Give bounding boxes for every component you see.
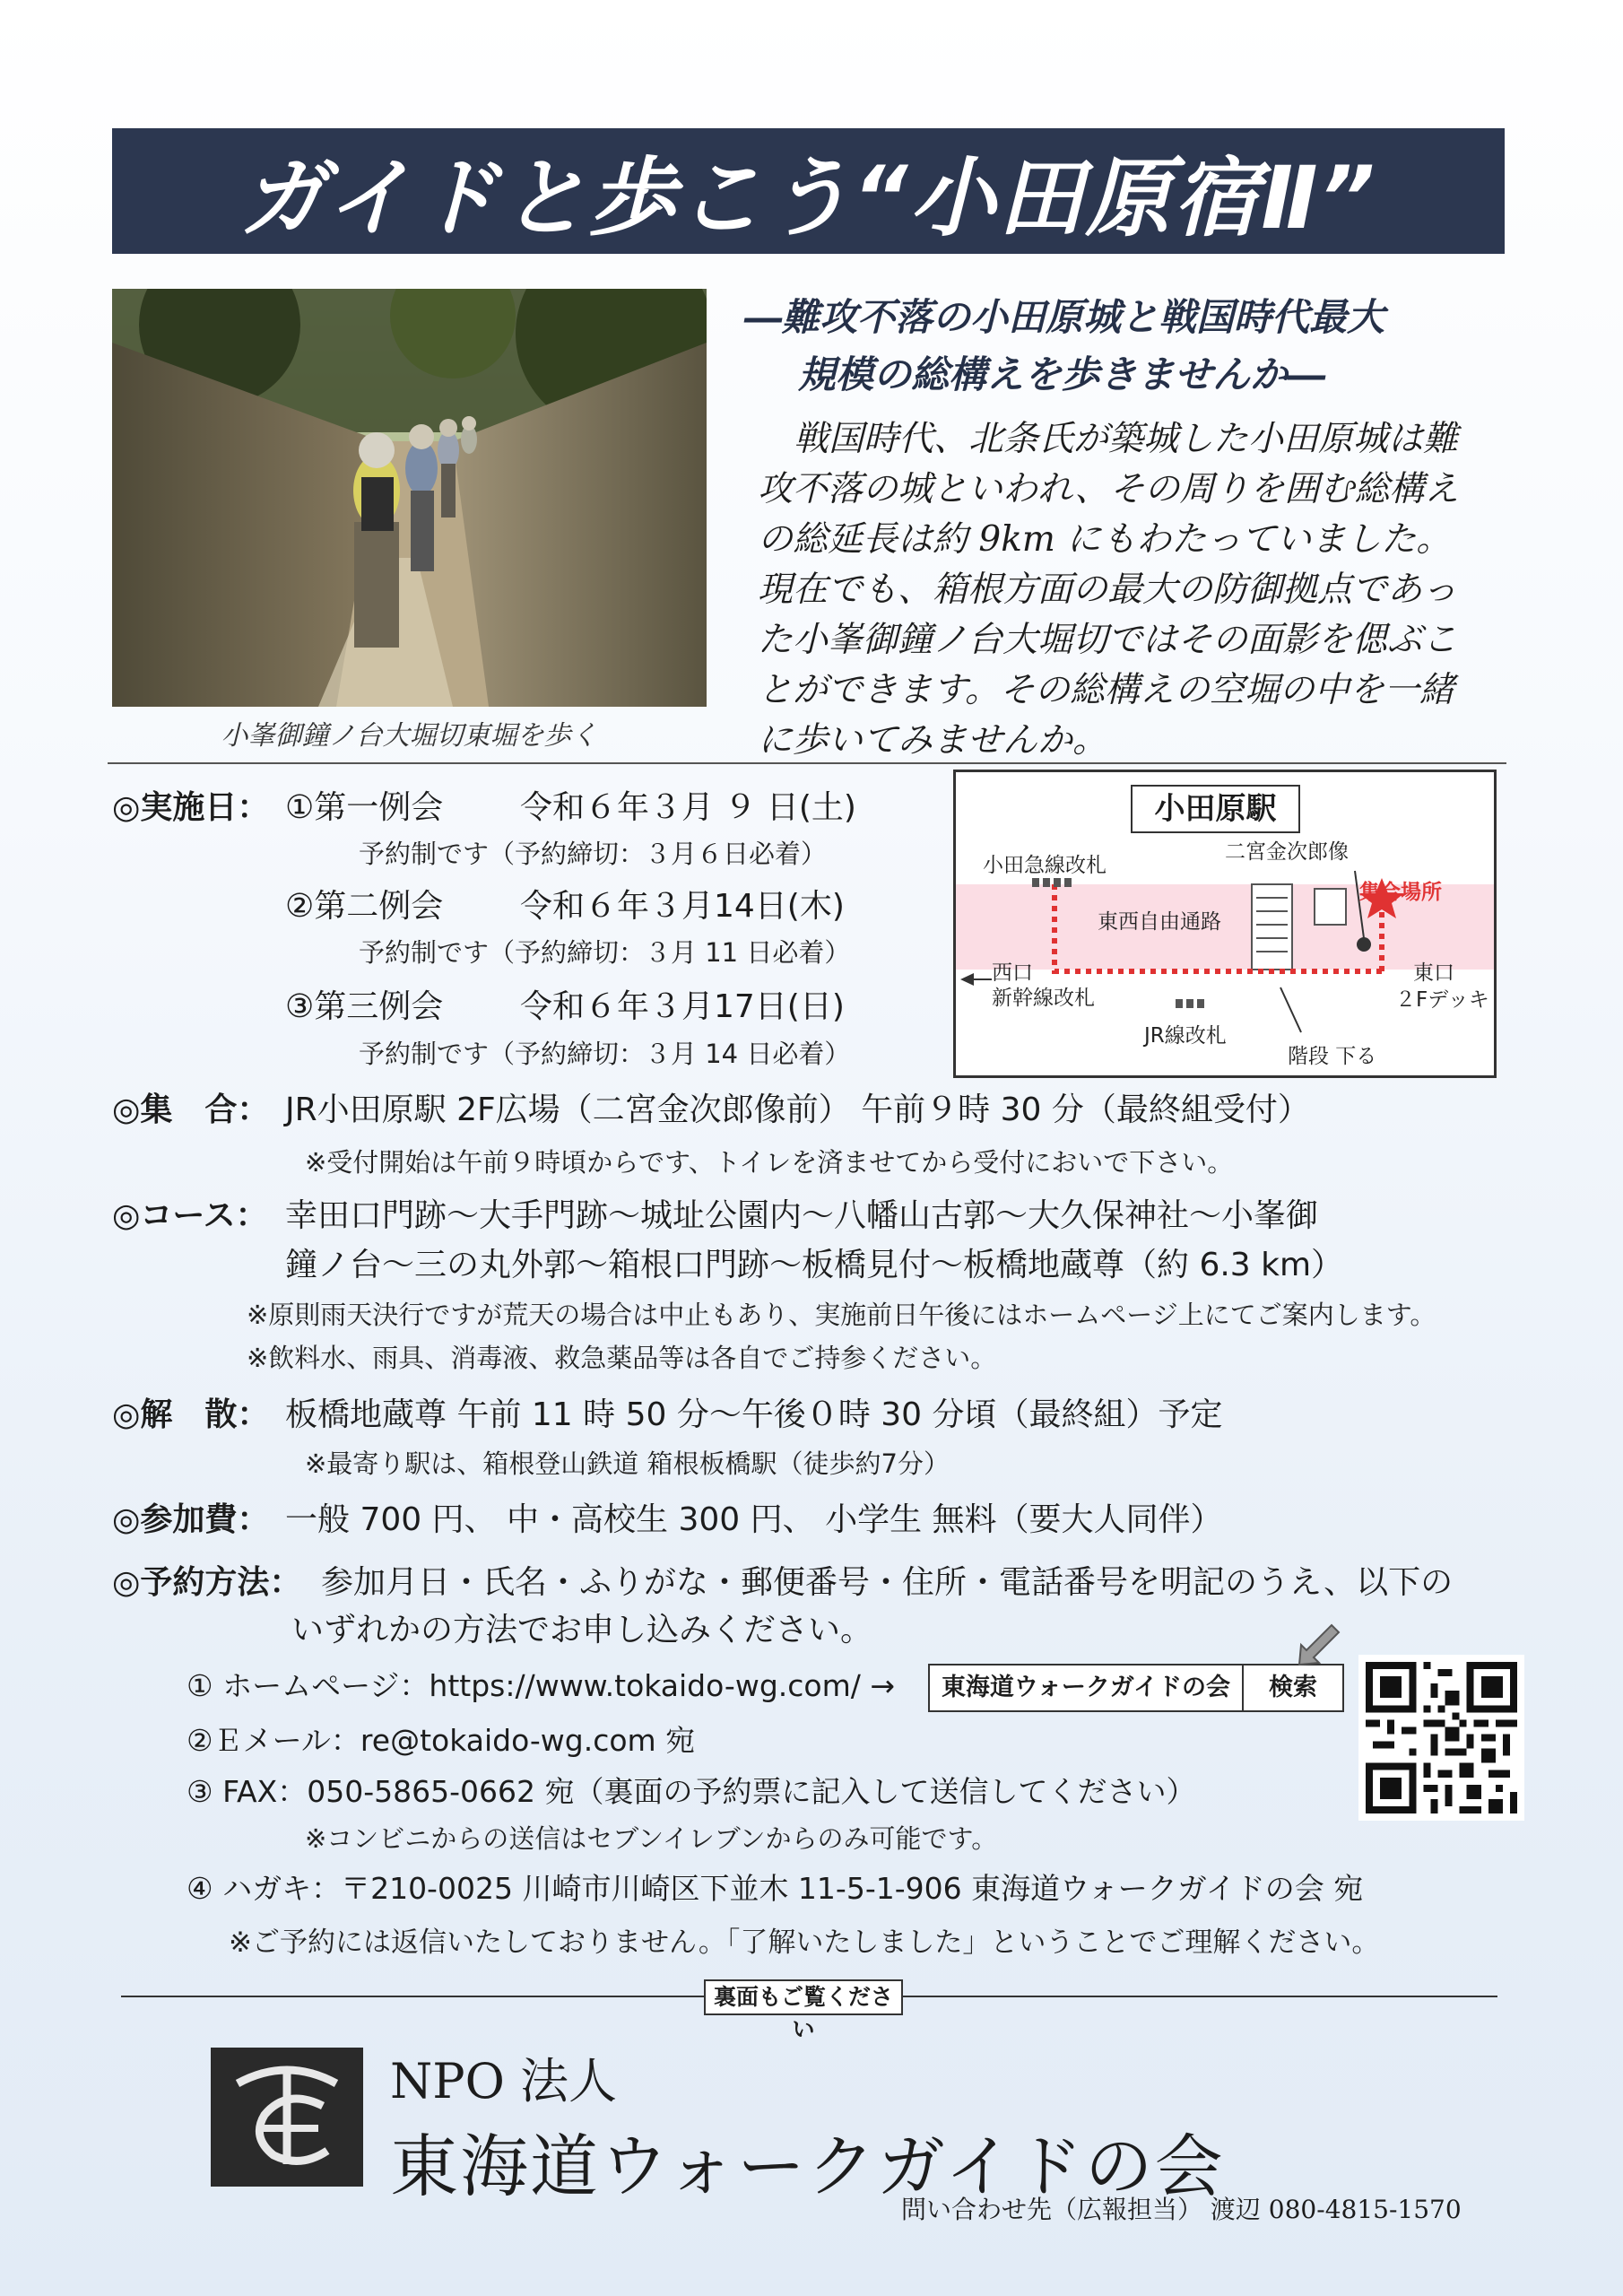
title-banner bbox=[112, 128, 1505, 254]
map-passage: 東西自由通路 bbox=[1098, 910, 1221, 934]
homepage-method: ① ホームページ：https://www.tokaido-wg.com/ → bbox=[187, 1668, 896, 1703]
session-1-date: 令和６年３月 ９ 日(土) bbox=[520, 789, 856, 826]
page-title: ガイドと歩こう“小田原宿Ⅱ” bbox=[239, 147, 1377, 248]
intro-line: 戦国時代、北条氏が築城した小田原城は難 bbox=[794, 419, 1459, 459]
cursor-arrow-icon bbox=[1296, 1623, 1341, 1668]
divider bbox=[108, 762, 1506, 764]
session-1-name: ①第一例会 bbox=[285, 789, 444, 826]
fee-label: ◎参加費： bbox=[112, 1501, 270, 1538]
session-3-name: ③第三例会 bbox=[285, 988, 444, 1025]
logo-mark-icon bbox=[211, 2048, 363, 2187]
email-method: ②Ｅメール：re@tokaido-wg.com 宛 bbox=[187, 1723, 696, 1758]
map-jr-gate: JR線改札 bbox=[1144, 1024, 1227, 1048]
schedule-label: ◎実施日： bbox=[112, 789, 270, 826]
session-2-name: ②第二例会 bbox=[285, 888, 444, 925]
organization-name: 東海道ウォークガイドの会 bbox=[390, 2126, 1225, 2206]
course-line: 幸田口門跡～大手門跡～城址公園内～八幡山古郭～大久保神社～小峯御 bbox=[285, 1197, 1319, 1234]
meeting-text: JR小田原駅 2F広場（二宮金次郎像前） 午前９時 30 分（最終組受付） bbox=[285, 1091, 1310, 1128]
course-line: 鐘ノ台～三の丸外郭～箱根口門跡～板橋見付～板橋地蔵尊（約 6.3 km） bbox=[285, 1247, 1344, 1283]
meeting-label: ◎集 合： bbox=[112, 1091, 270, 1128]
search-button[interactable]: 検索 bbox=[1269, 1674, 1317, 1701]
session-3-note: 予約制です（予約締切：３月 14 日必着） bbox=[359, 1039, 851, 1069]
session-2-note: 予約制です（予約締切：３月 11 日必着） bbox=[359, 937, 851, 968]
intro-text bbox=[758, 414, 1506, 766]
search-box[interactable] bbox=[928, 1664, 1344, 1712]
search-query[interactable]: 東海道ウォークガイドの会 bbox=[930, 1665, 1244, 1710]
contact-info: 問い合わせ先（広報担当） 渡辺 080-4815-1570 bbox=[901, 2195, 1462, 2224]
fax-note: ※コンビニからの送信はセブンイレブンからのみ可能です。 bbox=[305, 1823, 998, 1854]
reservation-label: ◎予約方法： bbox=[112, 1564, 302, 1601]
subtitle bbox=[744, 289, 1515, 404]
station-map bbox=[953, 770, 1497, 1078]
back-side-note: 裏面もご覧ください bbox=[704, 1979, 903, 2015]
session-3-date: 令和６年３月17日(日) bbox=[520, 988, 845, 1025]
qr-code-icon bbox=[1366, 1662, 1517, 1813]
reservation-line: いずれかの方法でお申し込みください。 bbox=[291, 1612, 873, 1648]
subtitle-line: ―難攻不落の小田原城と戦国時代最大 bbox=[744, 295, 1385, 339]
course-note: ※飲料水、雨具、消毒液、救急薬品等は各自でご持参ください。 bbox=[247, 1343, 997, 1373]
map-statue: 二宮金次郎像 bbox=[1225, 840, 1349, 864]
map-west-exit: 西口 bbox=[992, 961, 1033, 985]
course-label: ◎コース： bbox=[112, 1197, 268, 1234]
fee-text: 一般 700 円、 中・高校生 300 円、 小学生 無料（要大人同伴） bbox=[285, 1501, 1223, 1538]
trail-photo-illustration bbox=[112, 289, 707, 707]
dismissal-label: ◎解 散： bbox=[112, 1396, 270, 1433]
postcard-method: ④ ハガキ：〒210-0025 川崎市川崎区下並木 11-5-1-906 東海道ウォークガイドの会 宛 bbox=[187, 1871, 1364, 1906]
map-east-exit: 東口 bbox=[1413, 961, 1454, 985]
intro-line: に歩いてみませんか。 bbox=[758, 720, 1108, 761]
intro-line: とができます。その総構えの空堀の中を一緒 bbox=[758, 670, 1454, 710]
intro-line: 攻不落の城といわれ、その周りを囲む総構え bbox=[758, 469, 1460, 509]
map-odakyu-gate: 小田急線改札 bbox=[983, 854, 1107, 877]
map-deck: ２Fデッキ bbox=[1395, 988, 1489, 1012]
subtitle-line: 規模の総構えを歩きませんか― bbox=[798, 352, 1326, 396]
dismissal-note: ※最寄り駅は、箱根登山鉄道 箱根板橋駅（徒歩約7分） bbox=[305, 1448, 950, 1479]
map-meeting-point: 集合場所 bbox=[1359, 881, 1442, 904]
statue-marker bbox=[1357, 937, 1371, 952]
organization-logo bbox=[211, 2048, 363, 2187]
organization-type: NPO 法人 bbox=[390, 2053, 618, 2109]
trail-photo bbox=[112, 289, 707, 707]
intro-line: 現在でも、箱根方面の最大の防御拠点であっ bbox=[758, 570, 1457, 610]
session-2-date: 令和６年３月14日(木) bbox=[520, 888, 845, 925]
map-shinkansen-gate: 新幹線改札 bbox=[992, 987, 1095, 1010]
map-title: 小田原駅 bbox=[1131, 785, 1300, 833]
dismissal-text: 板橋地蔵尊 午前 11 時 50 分～午後０時 30 分頃（最終組）予定 bbox=[285, 1396, 1223, 1433]
intro-line: の総延長は約 9km にもわたっていました。 bbox=[758, 519, 1452, 560]
map-stairs: 階段 下る bbox=[1288, 1045, 1377, 1068]
reply-note: ※ご予約には返信いたしておりません。「了解いたしました」ということでご理解ください。 bbox=[229, 1926, 1380, 1959]
session-1-note: 予約制です（予約締切：３月６日必着） bbox=[359, 839, 828, 869]
reservation-line: 参加月日・氏名・ふりがな・郵便番号・住所・電話番号を明記のうえ、以下の bbox=[321, 1564, 1454, 1601]
course-note: ※原則雨天決行ですが荒天の場合は中止もあり、実施前日午後にはホームページ上にてご案内します。 bbox=[247, 1300, 1436, 1330]
meeting-note: ※受付開始は午前９時頃からです、トイレを済ませてから受付においで下さい。 bbox=[305, 1147, 1234, 1178]
intro-line: た小峯御鐘ノ台大堀切ではその面影を偲ぶこ bbox=[758, 620, 1458, 660]
fax-method: ③ FAX：050-5865-0662 宛（裏面の予約票に記入して送信してください） bbox=[187, 1774, 1196, 1809]
qr-code[interactable] bbox=[1358, 1655, 1524, 1821]
photo-caption: 小峯御鐘ノ台大堀切東堀を歩く bbox=[221, 720, 598, 752]
